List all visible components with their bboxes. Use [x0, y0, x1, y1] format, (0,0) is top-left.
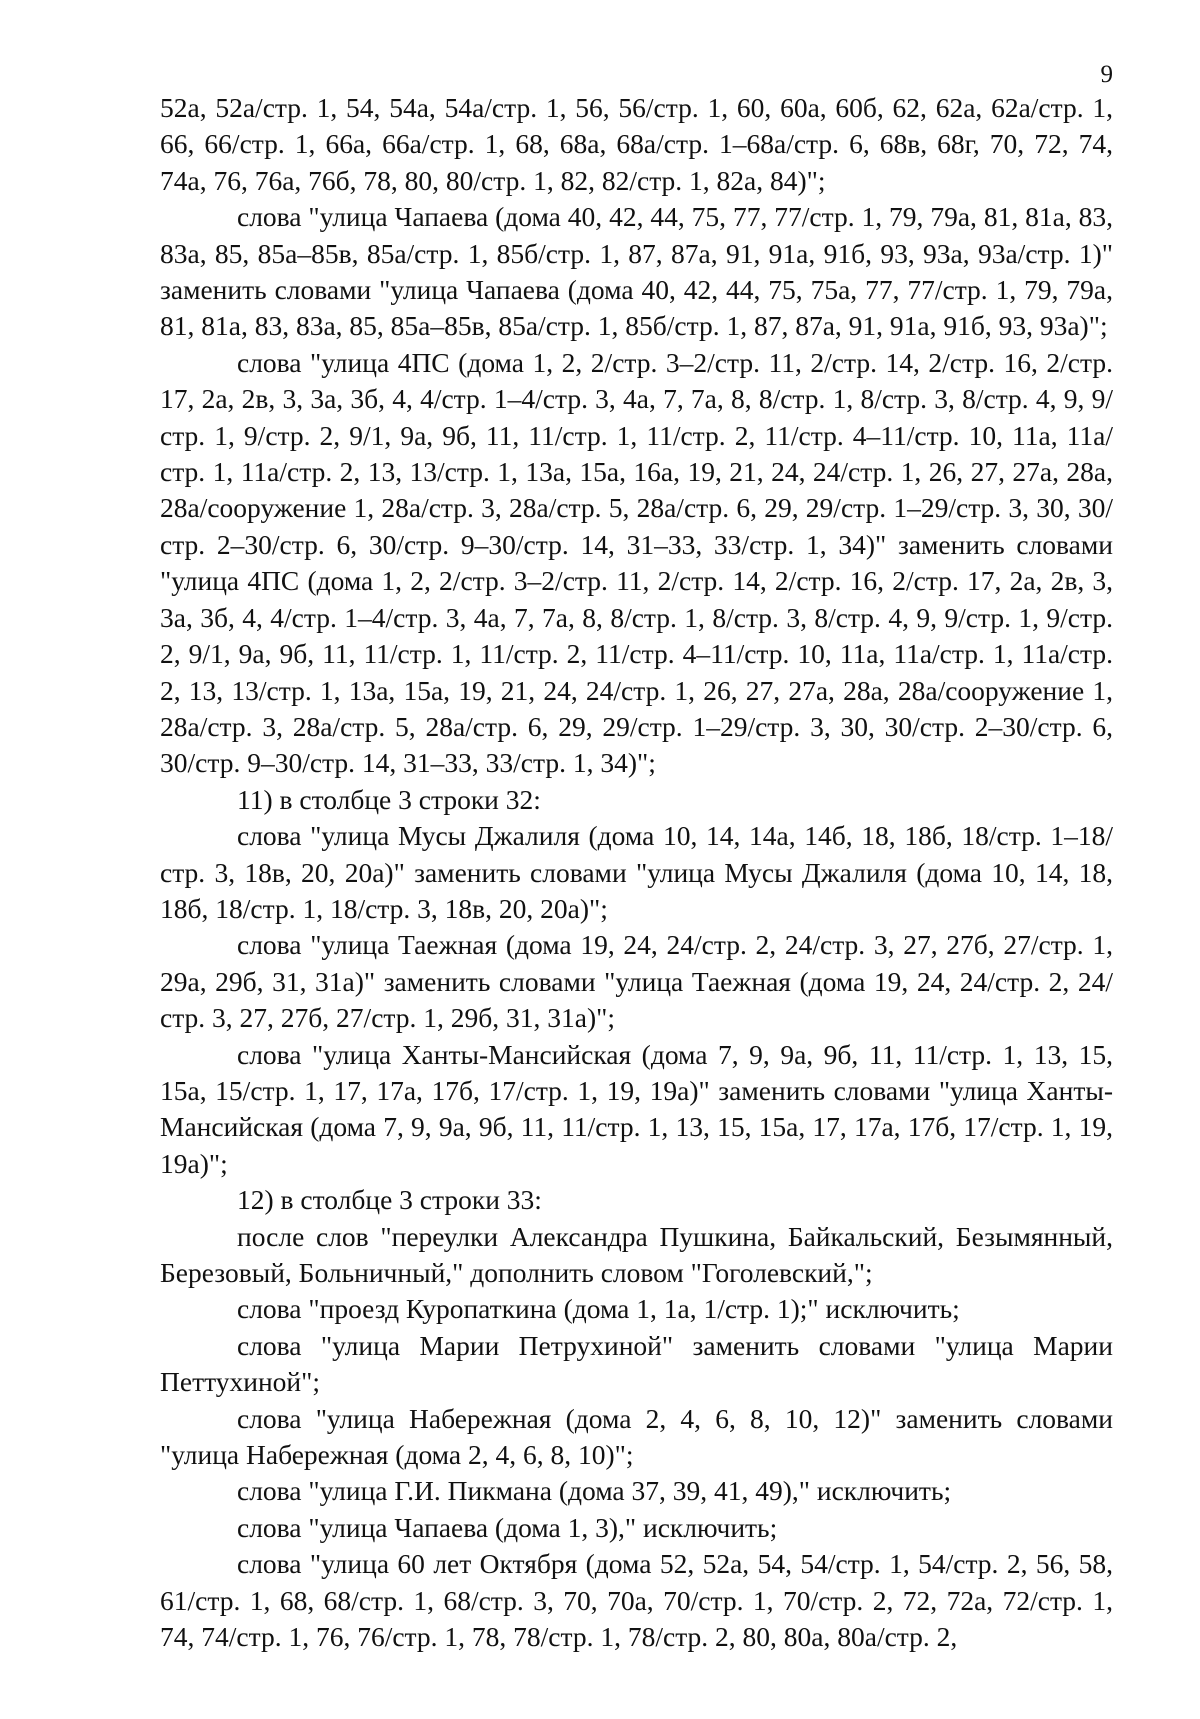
paragraph: слова "улица Марии Петрухиной" заменить словами "улица Марии Петтухиной"; [160, 1329, 1113, 1398]
list-item-heading: 12) в столбце 3 строки 33: [237, 1184, 542, 1216]
page-number: 9 [1100, 61, 1113, 88]
paragraph: 52а, 52а/стр. 1, 54, 54а, 54а/стр. 1, 56, 56/стр. 1, 60, 60а, 60б, 62, 62а, 62а/стр. 1, 66, 66/стр. 1, 66а, 66а/стр. 1, 68, 68а, 68а/стр. 1–68а/стр. 6, 68в, 68г, 70, 72, 74, 74а, 76, 76а, 76б, 78, 80, 80/стр. 1, 82, 82/стр. 1, 82а, 84)"; [160, 92, 1113, 196]
paragraph: слова "улица Чапаева (дома 1, 3)," исключить; [237, 1511, 778, 1543]
paragraph: слова "улица Чапаева (дома 40, 42, 44, 75, 77, 77/стр. 1, 79, 79а, 81, 81а, 83, 83а, 85, 85а–85в, 85а/стр. 1, 85б/стр. 1, 87, 87а, 91, 91а, 91б, 93, 93а, 93а/стр. 1)" заменить словами "улица Чапаева (дома 40, 42, 44, 75, 75а, 77, 77/стр. 1, 79, 79а, 81, 81а, 83, 83а, 85, 85а–85в, 85а/стр. 1, 85б/стр. 1, 87, 87а, 91, 91а, 91б, 93, 93а)"; [160, 201, 1113, 342]
paragraph: слова "улица Мусы Джалиля (дома 10, 14, 14а, 14б, 18, 18б, 18/стр. 1–18/стр. 3, 18в, 20, 20а)" заменить словами "улица Мусы Джалиля (дома 10, 14, 18, 18б, 18/стр. 1, 18/стр. 3, 18в, 20, 20а)"; [160, 820, 1113, 924]
paragraph: слова "улица 60 лет Октября (дома 52, 52а, 54, 54/стр. 1, 54/стр. 2, 56, 58, 61/стр. 1, 68, 68/стр. 1, 68/стр. 3, 70, 70а, 70/стр. 1, 70/стр. 2, 72, 72а, 72/стр. 1, 74, 74/стр. 1, 76, 76/стр. 1, 78, 78/стр. 1, 78/стр. 2, 80, 80а, 80а/стр. 2, [160, 1548, 1113, 1653]
list-item-heading: 11) в столбце 3 строки 32: [237, 783, 541, 815]
paragraph: слова "улица Г.И. Пикмана (дома 37, 39, 41, 49)," исключить; [237, 1475, 952, 1507]
document-body [160, 90, 1113, 1655]
paragraph: слова "улица Таежная (дома 19, 24, 24/стр. 2, 24/стр. 3, 27, 27б, 27/стр. 1, 29а, 29б, 31, 31а)" заменить словами "улица Таежная (дома 19, 24, 24/стр. 2, 24/стр. 3, 27, 27б, 27/стр. 1, 29б, 31, 31а)"; [160, 929, 1113, 1034]
paragraph: слова "улица 4ПС (дома 1, 2, 2/стр. 3–2/стр. 11, 2/стр. 14, 2/стр. 16, 2/стр. 17, 2а, 2в, 3, 3а, 3б, 4, 4/стр. 1–4/стр. 3, 4а, 7, 7а, 8, 8/стр. 1, 8/стр. 3, 8/стр. 4, 9, 9/стр. 1, 9/стр. 2, 9/1, 9а, 9б, 11, 11/стр. 1, 11/стр. 2, 11/стр. 4–11/стр. 10, 11а, 11а/стр. 1, 11а/стр. 2, 13, 13/стр. 1, 13а, 15а, 16а, 19, 21, 24, 24/стр. 1, 26, 27, 27а, 28а, 28а/сооружение 1, 28а/стр. 3, 28а/стр. 5, 28а/стр. 6, 29, 29/стр. 1–29/стр. 3, 30, 30/стр. 2–30/стр. 6, 30/стр. 9–30/стр. 14, 31–33, 33/стр. 1, 34)" заменить словами "улица 4ПС (дома 1, 2, 2/стр. 3–2/стр. 11, 2/стр. 14, 2/стр. 16, 2/стр. 17, 2а, 2в, 3, 3а, 3б, 4, 4/стр. 1–4/стр. 3, 4а, 7, 7а, 8, 8/стр. 1, 8/стр. 3, 8/стр. 4, 9, 9/стр. 1, 9/стр. 2, 9/1, 9а, 9б, 11, 11/стр. 1, 11/стр. 2, 11/стр. 4–11/стр. 10, 11а, 11а/стр. 1, 11а/стр. 2, 13, 13/стр. 1, 13а, 15а, 19, 21, 24, 24/стр. 1, 26, 27, 27а, 28а, 28а/сооружение 1, 28а/стр. 3, 28а/стр. 5, 28а/стр. 6, 29, 29/стр. 1–29/стр. 3, 30, 30/стр. 2–30/стр. 6, 30/стр. 9–30/стр. 14, 31–33, 33/стр. 1, 34)"; [160, 346, 1113, 779]
paragraph: после слов "переулки Александра Пушкина, Байкальский, Безымянный, Березовый, Больничный," дополнить словом "Гоголевский,"; [160, 1220, 1113, 1288]
paragraph: слова "улица Набережная (дома 2, 4, 6, 8, 10, 12)" заменить словами "улица Набережная (дома 2, 4, 6, 8, 10)"; [160, 1402, 1113, 1471]
paragraph: слова "улица Ханты-Мансийская (дома 7, 9, 9а, 9б, 11, 11/стр. 1, 13, 15, 15а, 15/стр. 1, 17, 17а, 17б, 17/стр. 1, 19, 19а)" заменить словами "улица Ханты-Мансийская (дома 7, 9, 9а, 9б, 11, 11/стр. 1, 13, 15, 15а, 17, 17а, 17б, 17/стр. 1, 19, 19а)"; [160, 1038, 1113, 1179]
paragraph: слова "проезд Куропаткина (дома 1, 1а, 1/стр. 1);" исключить; [237, 1293, 960, 1325]
